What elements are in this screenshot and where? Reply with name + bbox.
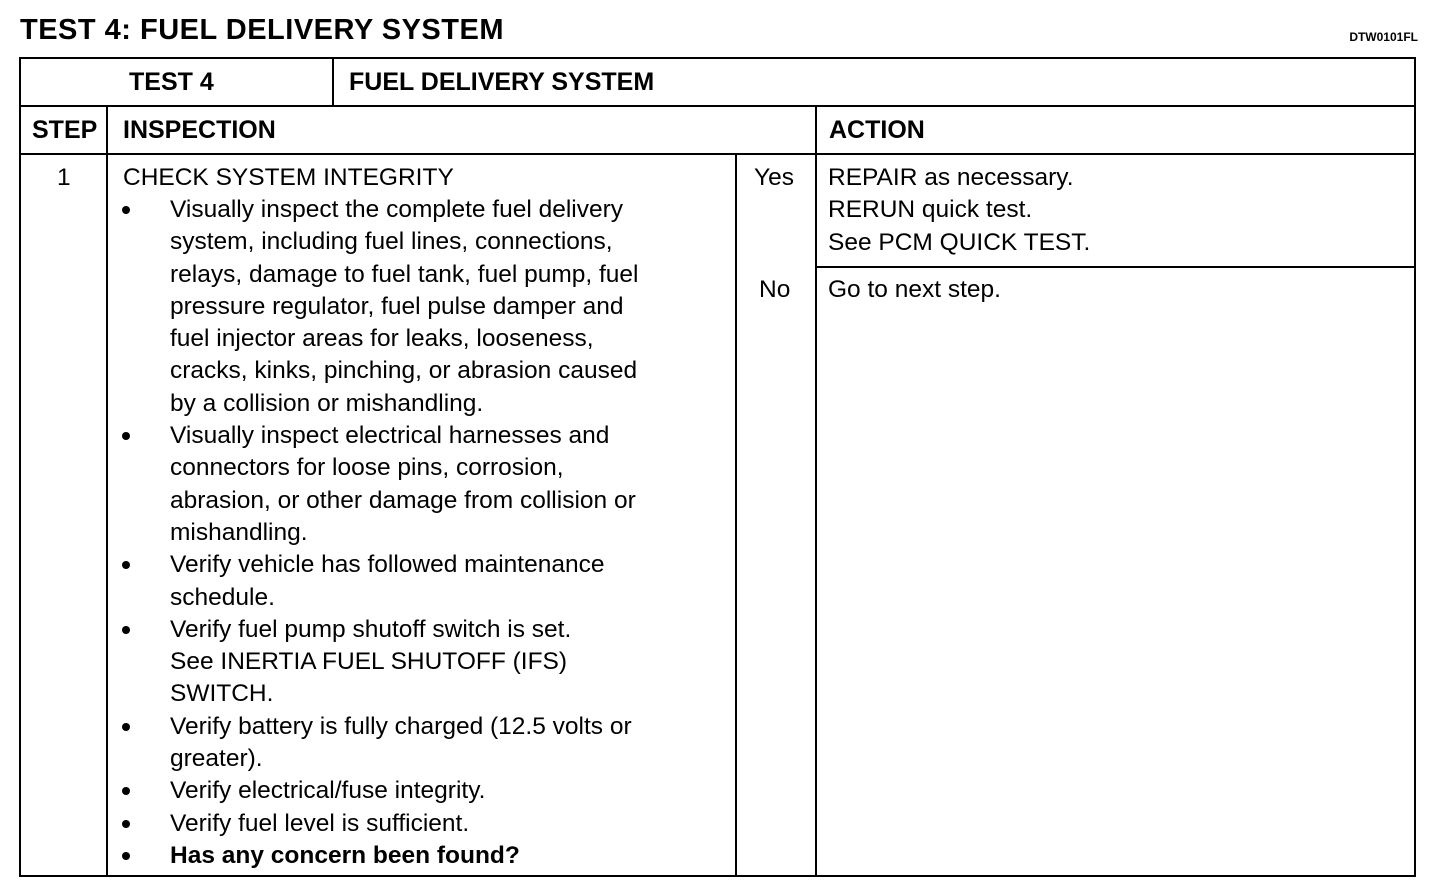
- test-label: TEST 4: [129, 68, 214, 96]
- list-item: Verify fuel pump shutoff switch is set. See INERTIA FUEL SHUTOFF (IFS) SWITCH.: [118, 614, 639, 711]
- yes-label: Yes: [754, 164, 794, 191]
- no-action: Go to next step.: [828, 276, 1001, 303]
- bullet-icon: [122, 626, 130, 634]
- table-rule: [106, 105, 108, 875]
- no-label: No: [759, 276, 791, 303]
- document-code: DTW0101FL: [1349, 30, 1418, 44]
- table-rule: [735, 153, 737, 875]
- bullet-icon: [122, 561, 130, 569]
- table-rule: [332, 59, 334, 105]
- page-title: TEST 4: FUEL DELIVERY SYSTEM: [20, 14, 504, 46]
- inspection-checklist: [118, 194, 639, 872]
- bullet-icon: [122, 432, 130, 440]
- table-rule: [815, 105, 817, 875]
- yes-action: REPAIR as necessary. RERUN quick test. See PCM QUICK TEST.: [828, 164, 1091, 256]
- column-header-step: STEP: [32, 116, 98, 144]
- bullet-icon: [122, 820, 130, 828]
- table-rule: [21, 105, 1414, 107]
- list-item: Verify battery is fully charged (12.5 volts or greater).: [118, 711, 639, 776]
- column-header-inspection: INSPECTION: [123, 116, 276, 144]
- step-heading: CHECK SYSTEM INTEGRITY: [123, 164, 454, 191]
- list-item: Verify vehicle has followed maintenance schedule.: [118, 549, 639, 614]
- bullet-icon: [122, 787, 130, 795]
- table-rule: [815, 266, 1414, 268]
- bullet-icon: [122, 723, 130, 731]
- bullet-icon: [122, 206, 130, 214]
- test-name: FUEL DELIVERY SYSTEM: [349, 68, 655, 96]
- list-item: Visually inspect electrical harnesses and connectors for loose pins, corrosion, abrasion, or other damage from collision or mishandling.: [118, 420, 639, 549]
- bullet-icon: [122, 852, 130, 860]
- list-item: Verify fuel level is sufficient.: [118, 808, 639, 840]
- list-item: [118, 840, 639, 872]
- step-number: 1: [57, 164, 71, 191]
- list-item: Visually inspect the complete fuel delivery system, including fuel lines, connections, relays, damage to fuel tank, fuel pump, fuel pressure regulator, fuel pulse damper and fuel injector areas for leaks, looseness, cracks, kinks, pinching, or abrasion caused by a collision or mishandling.: [118, 194, 639, 420]
- column-header-action: ACTION: [829, 116, 925, 144]
- list-item: Verify electrical/fuse integrity.: [118, 775, 639, 807]
- question-text: Has any concern been found?: [170, 841, 520, 869]
- table-rule: [21, 153, 1414, 155]
